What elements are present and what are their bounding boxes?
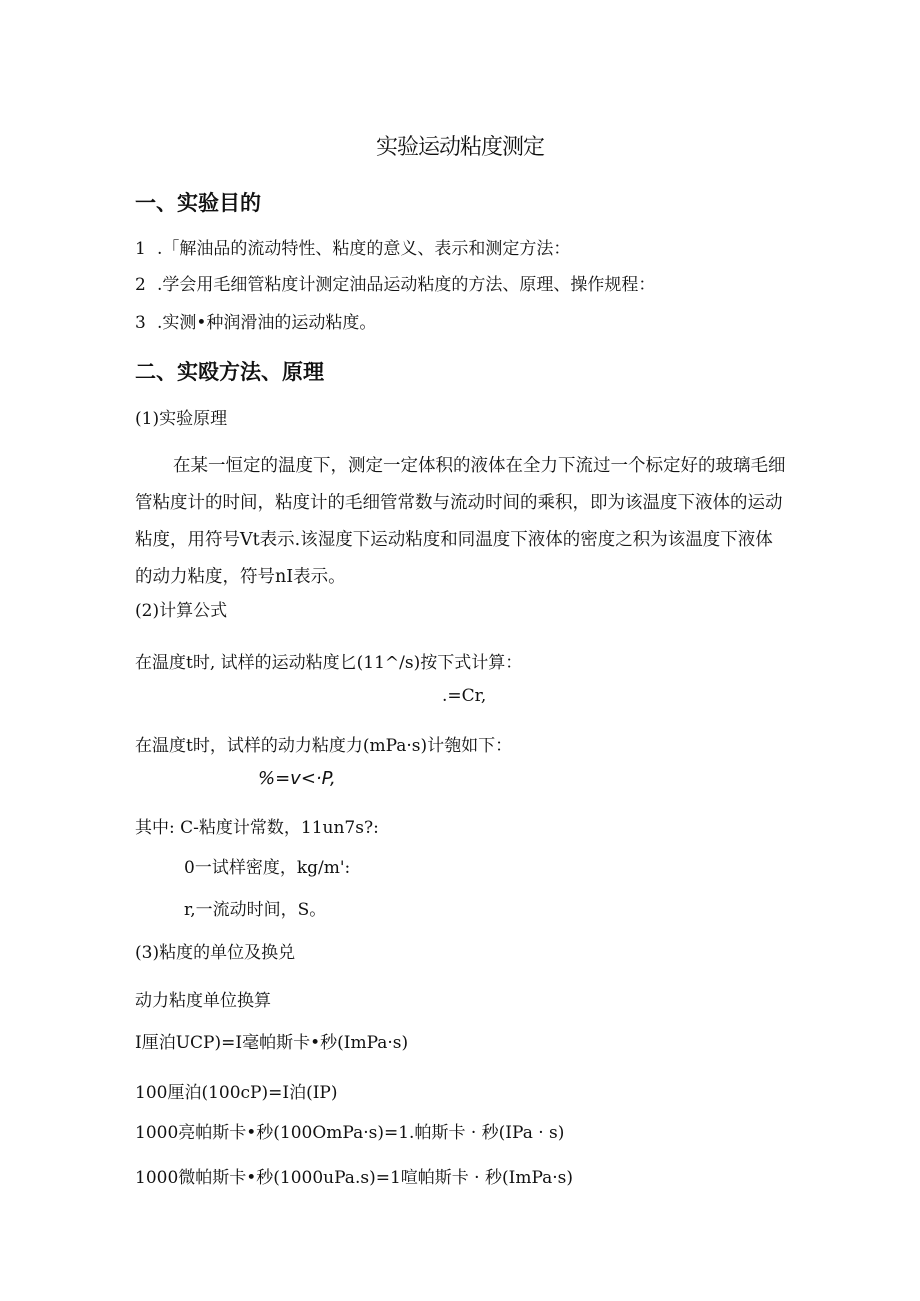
where-line: 其中: C-粘度计常数，11un7s?: — [135, 818, 379, 838]
units-heading: 动力粘度单位换算 — [135, 991, 271, 1011]
purpose-item-number: 3 — [135, 313, 146, 333]
dynamic-viscosity-line: 在温度t时，试样的动力粘度力(mPa·s)计匏如下： — [135, 736, 513, 756]
section-heading-purpose: 一、实验目的 — [135, 191, 261, 215]
kinematic-viscosity-line: 在温度t时, 试样的运动粘度匕(11^/s)按下式计算： — [135, 653, 523, 673]
purpose-item-text: .「解油品的流动特性、粘度的意义、表示和测定方法： — [157, 239, 571, 259]
purpose-item-text: .学会用毛细管粘度计测定油品运动粘度的方法、原理、操作规程： — [157, 275, 656, 295]
purpose-item-number: 1 — [135, 239, 146, 259]
conversion-line-2: 100厘泊(100cP)=I泊(IP) — [135, 1083, 338, 1103]
purpose-item-1 — [135, 234, 570, 259]
conversion-line-4: 1000微帕斯卡•秒(1000uPa.s)=1喧帕斯卡 · 秒(ImPa·s) — [135, 1168, 574, 1188]
purpose-item-number: 2 — [135, 275, 146, 295]
principle-paragraph: 在某一恒定的温度下，测定一定体积的液体在全力下流过一个标定好的玻璃毛细管粘度计的时间，粘度计的毛细管常数与流动时间的乘积，即为该温度下液体的运动粘度，用符号Vt表示.该湿度下运动粘度和同温度下液体的密度之积为该温度下液体的动力粘度，符号nI表示。 — [135, 456, 786, 587]
section-heading-method: 二、实殴方法、原理 — [135, 360, 324, 384]
subheading-principle: (1)实验原理 — [135, 409, 228, 429]
conversion-line-1: I厘泊UCP)=I毫帕斯卡•秒(ImPa·s) — [135, 1033, 409, 1053]
purpose-item-3 — [135, 308, 376, 333]
where-item-density: 0一试样密度，kg/m': — [184, 858, 351, 878]
dynamic-viscosity-formula: %=v<·P, — [258, 768, 336, 789]
subheading-units: (3)粘度的单位及换兑 — [135, 943, 296, 963]
subheading-formula: (2)计算公式 — [135, 601, 228, 621]
purpose-item-2 — [135, 270, 655, 295]
document-title: 实验运动粘度测定 — [375, 135, 544, 160]
where-item-time: r,一流动时间，S。 — [184, 900, 327, 920]
conversion-line-3: 1000亮帕斯卡•秒(100OmPa·s)=1.帕斯卡 · 秒(IPa · s) — [135, 1123, 565, 1143]
purpose-item-text: .实测•种润滑油的运动粘度。 — [157, 313, 377, 333]
kinematic-viscosity-formula: .=Cr, — [442, 686, 487, 706]
